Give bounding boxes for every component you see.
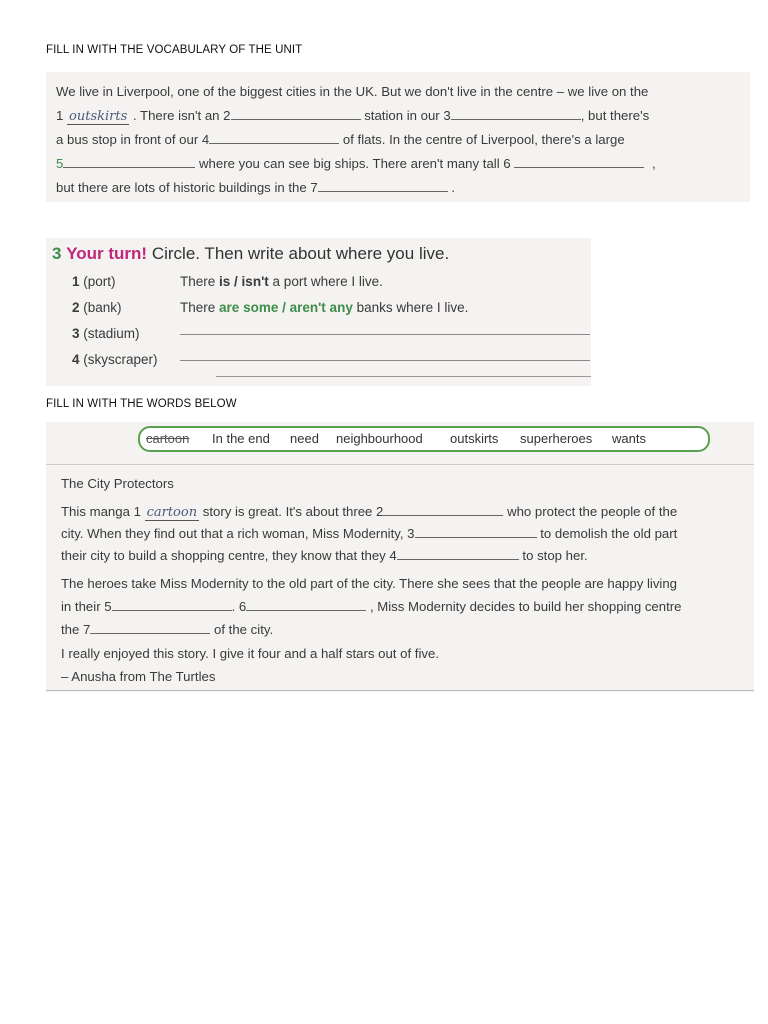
answer-outskirts: outskirts — [69, 109, 128, 124]
answer-cartoon: cartoon — [146, 505, 198, 520]
word-box — [138, 426, 710, 452]
item-4 — [72, 352, 158, 367]
blank-p2-3[interactable] — [415, 526, 537, 538]
city-protectors-panel — [46, 422, 754, 692]
word-neighbourhood: neighbourhood — [336, 431, 423, 446]
heading-vocab: FILL IN WITH THE VOCABULARY OF THE UNIT — [46, 44, 303, 56]
passage1-text-a: . There isn't an 2 — [132, 108, 231, 123]
heading-words: FILL IN WITH THE WORDS BELOW — [46, 398, 237, 410]
item-2-options[interactable]: are some / aren't any — [219, 300, 353, 315]
item-3-answer-line[interactable] — [180, 334, 590, 335]
item-1-pre: There — [180, 274, 216, 289]
bottom-rule — [46, 690, 754, 691]
item-1-post: a port where I live. — [272, 274, 383, 289]
passage2-line7: I really enjoyed this story. I give it four and a half stars out of five. — [61, 646, 439, 661]
passage1-text-h: but there are lots of historic buildings in the 7 — [56, 180, 318, 195]
p2-text-6b: of the city. — [214, 622, 274, 637]
passage1-line5 — [56, 180, 455, 195]
p2-text-5b: . 6 — [231, 599, 247, 614]
item-3 — [72, 326, 140, 341]
blank-p2-7[interactable] — [90, 622, 210, 634]
blank-p2-6[interactable] — [246, 599, 366, 611]
item-1-options[interactable]: is / isn't — [219, 274, 269, 289]
item-3-num: 3 — [72, 326, 80, 341]
your-turn-label: Your turn! — [66, 244, 148, 263]
extra-answer-line[interactable] — [216, 376, 591, 377]
word-cartoon: cartoon — [146, 431, 190, 446]
passage1-num1: 1 — [56, 108, 64, 123]
item-2-post: banks where I live. — [356, 300, 469, 315]
passage1-text-i: . — [451, 180, 456, 195]
exercise3-title — [52, 244, 449, 264]
p2-text-2b: to demolish the old part — [540, 526, 678, 541]
passage1-line4 — [56, 156, 656, 171]
divider — [46, 464, 754, 465]
item-2 — [72, 300, 122, 315]
passage1-text-c: , but there's — [580, 108, 650, 123]
item-1-word: (port) — [83, 274, 116, 289]
word-in-the-end: In the end — [212, 431, 270, 446]
passage1-line3 — [56, 132, 625, 147]
passage1-text-d: a bus stop in front of our 4 — [56, 132, 210, 147]
item-3-word: (stadium) — [83, 326, 140, 341]
blank-7[interactable] — [318, 180, 448, 192]
passage2-line6 — [61, 622, 273, 637]
blank-3[interactable] — [451, 108, 581, 120]
p2-text-6a: the 7 — [61, 622, 91, 637]
passage1-text-b: station in our 3 — [364, 108, 451, 123]
p2-text-5a: in their 5 — [61, 599, 112, 614]
exercise3-instruction: Circle. Then write about where you live. — [151, 244, 450, 263]
passage1-text-g: , — [651, 156, 656, 171]
passage2-line2 — [61, 526, 677, 541]
passage1-text-f: where you can see big ships. There aren't many tall 6 — [199, 156, 511, 171]
word-outskirts: outskirts — [450, 431, 499, 446]
liverpool-passage-panel — [46, 72, 750, 202]
p2-text-3a: their city to build a shopping centre, they know that they 4 — [61, 548, 397, 563]
p2-text-5c: , Miss Modernity decides to build her shopping centre — [369, 599, 682, 614]
p2-text-3b: to stop her. — [522, 548, 588, 563]
item-2-num: 2 — [72, 300, 80, 315]
blank-p2-5[interactable] — [112, 599, 232, 611]
item-4-num: 4 — [72, 352, 80, 367]
p2-text-2a: city. When they find out that a rich woman, Miss Modernity, 3 — [61, 526, 415, 541]
your-turn-panel — [46, 238, 591, 386]
item-4-word: (skyscraper) — [83, 352, 158, 367]
passage1-num5: 5 — [56, 156, 64, 171]
blank-5[interactable] — [63, 156, 195, 168]
passage2-line3 — [61, 548, 588, 563]
item-2-sentence — [180, 300, 468, 315]
item-2-word: (bank) — [83, 300, 122, 315]
passage2-line1 — [61, 504, 677, 520]
passage2-title: The City Protectors — [61, 476, 174, 491]
passage2-line5 — [61, 599, 681, 614]
blank-p2-4[interactable] — [397, 548, 519, 560]
passage1-line2 — [56, 108, 649, 124]
passage1-text-e: of flats. In the centre of Liverpool, there's a large — [342, 132, 625, 147]
passage1-line1: We live in Liverpool, one of the biggest cities in the UK. But we don't live in the centre – we live on the — [56, 84, 649, 99]
word-superheroes: superheroes — [520, 431, 593, 446]
word-wants: wants — [612, 431, 646, 446]
p2-text-1a: This manga 1 — [61, 504, 141, 519]
item-1-sentence — [180, 274, 383, 289]
blank-6[interactable] — [514, 156, 644, 168]
word-need: need — [290, 431, 319, 446]
p2-text-1c: who protect the people of the — [507, 504, 678, 519]
passage2-line4: The heroes take Miss Modernity to the old part of the city. There she sees that the people are happy living — [61, 576, 678, 591]
item-4-answer-line[interactable] — [180, 360, 590, 361]
item-2-pre: There — [180, 300, 216, 315]
exercise3-number: 3 — [52, 244, 62, 263]
blank-p2-2[interactable] — [383, 504, 503, 516]
blank-4[interactable] — [209, 132, 339, 144]
blank-2[interactable] — [231, 108, 361, 120]
p2-text-1b: story is great. It's about three 2 — [202, 504, 384, 519]
passage2-signature: – Anusha from The Turtles — [61, 669, 216, 684]
item-1 — [72, 274, 116, 289]
item-1-num: 1 — [72, 274, 80, 289]
